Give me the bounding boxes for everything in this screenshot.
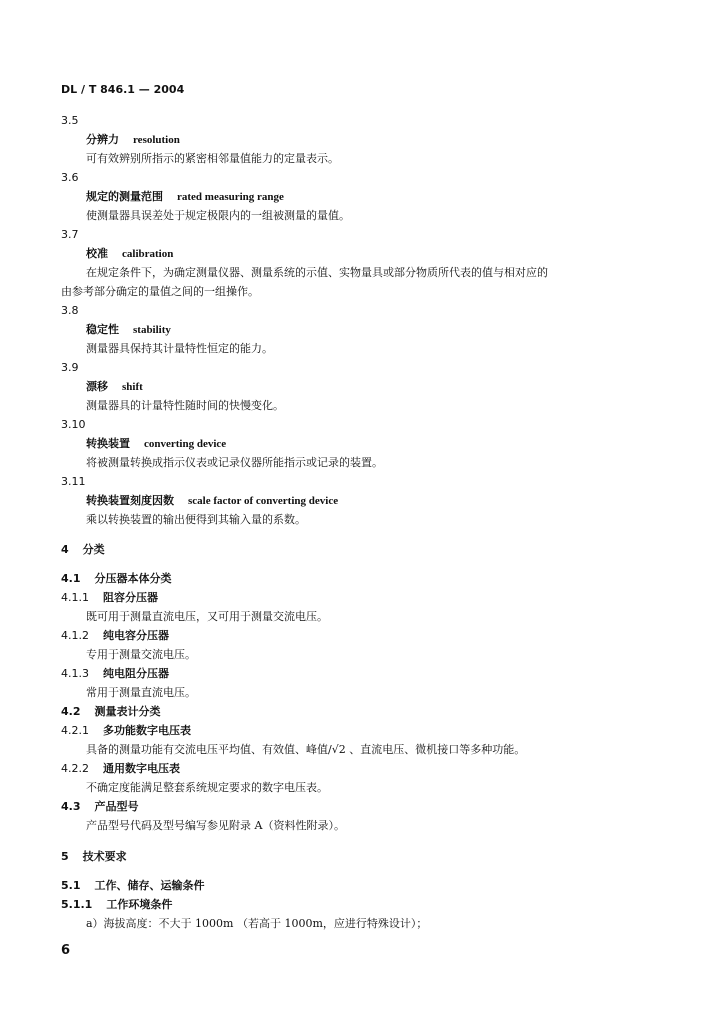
section-title: 多功能数字电压表 [103, 724, 191, 737]
subsection-heading-5-1 [61, 879, 205, 893]
section-number: 4.3 [61, 800, 81, 813]
term-title [86, 133, 180, 147]
clause-body: 既可用于测量直流电压，又可用于测量交流电压。 [86, 610, 328, 623]
section-number: 5.1 [61, 879, 81, 892]
section-title: 产品型号 [94, 800, 139, 813]
page-number: 6 [61, 943, 71, 958]
term-title [86, 323, 171, 337]
clause-number: 3.5 [61, 114, 79, 127]
clause-body: 专用于测量交流电压。 [86, 648, 196, 661]
clause-heading-4-2-2 [61, 762, 180, 776]
term-en: calibration [122, 248, 174, 260]
term-definition: 可有效辨别所指示的紧密相邻量值能力的定量表示。 [86, 152, 339, 165]
term-definition: 测量器具保持其计量特性恒定的能力。 [86, 342, 273, 355]
section-title: 工作、储存、运输条件 [94, 879, 205, 892]
clause-number: 3.10 [61, 418, 86, 431]
term-zh: 分辨力 [86, 133, 119, 146]
clause-body: a）海拔高度：不大于 1000m （若高于 1000m，应进行特殊设计）； [86, 917, 428, 930]
clause-body: 不确定度能满足整套系统规定要求的数字电压表。 [86, 781, 328, 794]
term-en: rated measuring range [177, 191, 284, 203]
clause-body: 常用于测量直流电压。 [86, 686, 196, 699]
section-title: 分类 [82, 543, 105, 556]
term-definition: 使测量器具误差处于规定极限内的一组被测量的量值。 [86, 209, 350, 222]
term-en: shift [122, 381, 143, 393]
section-number: 4.2 [61, 705, 81, 718]
term-definition: 在规定条件下，为确定测量仪器、测量系统的示值、实物量具或部分物质所代表的值与相对应的 [86, 266, 548, 279]
clause-heading-4-2-1 [61, 724, 191, 738]
term-en: scale factor of converting device [188, 495, 339, 507]
term-title [86, 380, 143, 394]
term-en: resolution [133, 134, 180, 146]
term-zh: 漂移 [86, 380, 108, 393]
term-zh: 稳定性 [86, 323, 119, 336]
section-number: 4.1 [61, 572, 81, 585]
section-title: 阻容分压器 [103, 591, 158, 604]
section-heading-4 [61, 543, 105, 557]
section-number: 4.2.1 [61, 724, 89, 737]
clause-number: 3.6 [61, 171, 79, 184]
section-number: 5 [61, 850, 69, 863]
term-zh: 校准 [86, 247, 108, 260]
term-definition: 将被测量转换成指示仪表或记录仪器所能指示或记录的装置。 [86, 456, 383, 469]
term-definition-continued: 由参考部分确定的量值之间的一组操作。 [61, 285, 259, 298]
section-number: 5.1.1 [61, 898, 93, 911]
clause-body: 产品型号代码及型号编写参见附录 A（资料性附录）。 [86, 819, 345, 832]
term-zh: 转换装置刻度因数 [86, 494, 174, 507]
term-zh: 转换装置 [86, 437, 130, 450]
clause-number: 3.11 [61, 475, 86, 488]
clause-heading-4-1-3 [61, 667, 169, 681]
section-number: 4.1.1 [61, 591, 89, 604]
clause-heading-4-1-1 [61, 591, 158, 605]
term-en: stability [133, 324, 171, 336]
section-number: 4.2.2 [61, 762, 89, 775]
term-title [86, 190, 284, 204]
document-header: DL / T 846.1 — 2004 [61, 83, 185, 96]
section-heading-5 [61, 850, 127, 864]
section-title: 纯电容分压器 [103, 629, 169, 642]
section-number: 4 [61, 543, 69, 556]
section-title: 技术要求 [82, 850, 127, 863]
subsection-heading-4-3 [61, 800, 139, 814]
term-title [86, 494, 338, 508]
term-title [86, 437, 226, 451]
section-title: 测量表计分类 [94, 705, 161, 718]
subsection-heading-4-2 [61, 705, 161, 719]
section-title: 工作环境条件 [106, 898, 173, 911]
section-title: 通用数字电压表 [103, 762, 180, 775]
section-number: 4.1.2 [61, 629, 89, 642]
term-en: converting device [144, 438, 227, 450]
term-definition: 乘以转换装置的输出便得到其输入量的系数。 [86, 513, 306, 526]
term-title [86, 247, 173, 261]
term-definition: 测量器具的计量特性随时间的快慢变化。 [86, 399, 284, 412]
section-title: 纯电阻分压器 [103, 667, 169, 680]
clause-number: 3.8 [61, 304, 79, 317]
clause-number: 3.7 [61, 228, 79, 241]
clause-body: 具备的测量功能有交流电压平均值、有效值、峰值/√2 、直流电压、微机接口等多种功能。 [86, 743, 526, 756]
term-zh: 规定的测量范围 [86, 190, 163, 203]
subsection-heading-4-1 [61, 572, 172, 586]
clause-heading-5-1-1 [61, 898, 172, 912]
section-number: 4.1.3 [61, 667, 89, 680]
clause-heading-4-1-2 [61, 629, 169, 643]
section-title: 分压器本体分类 [94, 572, 172, 585]
clause-number: 3.9 [61, 361, 79, 374]
